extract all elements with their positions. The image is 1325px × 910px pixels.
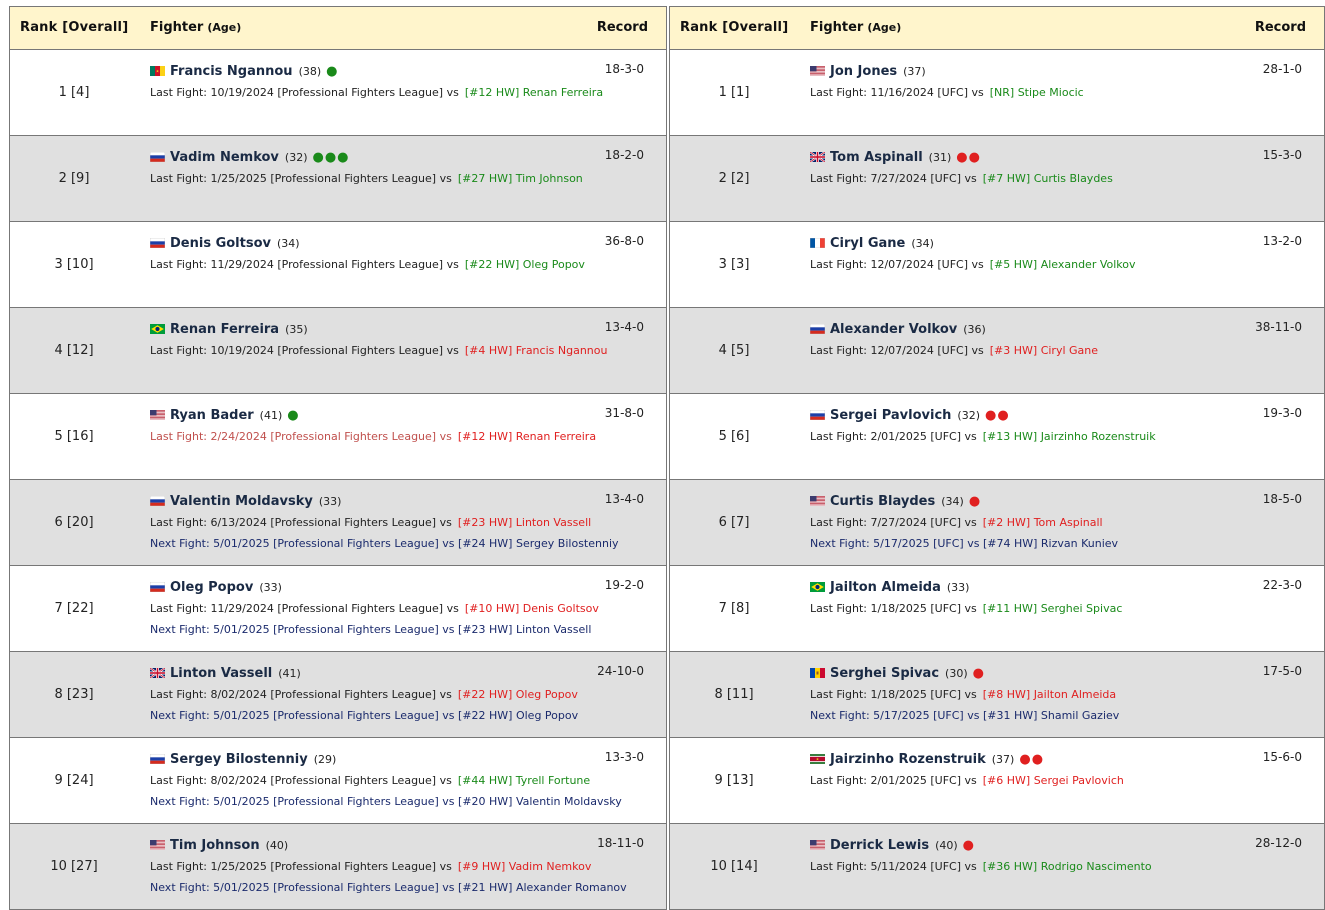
last-fight-event-link[interactable]: Last Fight: 7/27/2024 [UFC] vs <box>810 516 977 529</box>
age-subheader: (Age) <box>867 21 902 34</box>
last-fight-event-link[interactable]: Last Fight: 11/29/2024 [Professional Fighters League] vs <box>150 258 459 271</box>
last-fight-event-link[interactable]: Last Fight: 1/18/2025 [UFC] vs <box>810 688 977 701</box>
rank-cell: 9 [24] <box>54 773 94 788</box>
brazil-flag-icon <box>810 579 825 589</box>
table-row <box>670 50 1324 136</box>
pfl-rankings-table <box>9 6 667 910</box>
next-fight-line[interactable]: Next Fight: 5/01/2025 [Professional Fighters League] vs [#23 HW] Linton Vassell <box>150 623 592 636</box>
rank-cell: 2 [9] <box>58 171 90 186</box>
last-fight-opponent-link[interactable]: [#8 HW] Jailton Almeida <box>982 688 1117 701</box>
fighter-cell <box>150 148 350 164</box>
record-cell: 13-4-0 <box>604 320 644 334</box>
table-row <box>10 394 666 480</box>
fighter-cell <box>810 406 1010 422</box>
fighter-cell <box>810 148 981 164</box>
record-cell: 13-4-0 <box>604 492 644 506</box>
fighter-age: (40) <box>265 839 289 852</box>
cameroon-flag-icon <box>150 63 165 73</box>
fighter-name-link[interactable]: Alexander Volkov <box>830 322 958 337</box>
last-fight-event-link[interactable]: Last Fight: 11/16/2024 [UFC] vs <box>810 86 984 99</box>
streak-indicator: ●● <box>985 408 1010 423</box>
fighter-age: (33) <box>946 581 970 594</box>
last-fight-opponent-link[interactable]: [#22 HW] Oleg Popov <box>464 258 585 271</box>
record-cell: 18-5-0 <box>1262 492 1302 506</box>
rank-cell: 9 [13] <box>714 773 754 788</box>
fighter-age: (32) <box>284 151 308 164</box>
record-cell: 18-3-0 <box>604 62 644 76</box>
table-row <box>670 394 1324 480</box>
last-fight-line <box>810 688 1116 701</box>
russia-flag-icon <box>150 493 165 503</box>
last-fight-opponent-link[interactable]: [#7 HW] Curtis Blaydes <box>982 172 1113 185</box>
fighter-age: (37) <box>903 65 926 78</box>
last-fight-opponent-link[interactable]: [#27 HW] Tim Johnson <box>457 172 583 185</box>
record-cell: 18-2-0 <box>604 148 644 162</box>
last-fight-line <box>150 172 583 185</box>
fighter-cell <box>810 320 986 336</box>
fighter-age: (30) <box>945 667 968 680</box>
last-fight-opponent-link[interactable]: [#44 HW] Tyrell Fortune <box>457 774 591 787</box>
record-cell: 38-11-0 <box>1255 320 1302 334</box>
table-row <box>10 824 666 910</box>
streak-indicator: ●●● <box>312 150 350 165</box>
last-fight-line <box>810 344 1098 357</box>
last-fight-opponent-link[interactable]: [#12 HW] Renan Ferreira <box>464 86 604 99</box>
last-fight-event-link[interactable]: Last Fight: 11/29/2024 [Professional Fighters League] vs <box>150 602 459 615</box>
next-fight-line[interactable]: Next Fight: 5/01/2025 [Professional Fighters League] vs [#20 HW] Valentin Moldavsky <box>150 795 622 808</box>
table-body <box>10 50 666 910</box>
last-fight-event-link[interactable]: Last Fight: 6/13/2024 [Professional Fighters League] vs <box>150 516 452 529</box>
table-row <box>10 738 666 824</box>
usa-flag-icon <box>150 837 165 847</box>
streak-indicator: ● <box>287 408 300 423</box>
last-fight-event-link[interactable]: Last Fight: 1/25/2025 [Professional Fighters League] vs <box>150 860 452 873</box>
fighter-name-link[interactable]: Sergey Bilostenniy <box>170 752 308 767</box>
rank-cell: 4 [5] <box>718 343 750 358</box>
rank-cell: 10 [27] <box>50 859 98 874</box>
fighter-cell <box>150 320 308 336</box>
record-column-header[interactable]: Record <box>1254 20 1306 35</box>
last-fight-opponent-link[interactable]: [#5 HW] Alexander Volkov <box>989 258 1136 271</box>
age-subheader: (Age) <box>207 21 242 34</box>
record-cell: 15-3-0 <box>1262 148 1302 162</box>
last-fight-opponent-link[interactable]: [#22 HW] Oleg Popov <box>457 688 578 701</box>
fighter-cell <box>810 664 985 680</box>
last-fight-event-link[interactable]: Last Fight: 7/27/2024 [UFC] vs <box>810 172 977 185</box>
fighter-cell <box>810 836 975 852</box>
last-fight-event-link[interactable]: Last Fight: 2/01/2025 [UFC] vs <box>810 774 977 787</box>
fighter-cell <box>150 234 300 250</box>
last-fight-event-link[interactable]: Last Fight: 8/02/2024 [Professional Fighters League] vs <box>150 688 452 701</box>
fighter-age: (34) <box>941 495 964 508</box>
fighter-name-link[interactable]: Jairzinho Rozenstruik <box>830 752 986 767</box>
fighter-age: (40) <box>935 839 958 852</box>
russia-flag-icon <box>150 149 165 159</box>
table-row <box>670 308 1324 394</box>
fighter-cell <box>150 578 282 594</box>
fighter-name-link[interactable]: Derrick Lewis <box>830 838 930 853</box>
table-row <box>670 738 1324 824</box>
next-fight-line[interactable]: Next Fight: 5/17/2025 [UFC] vs [#74 HW] Rizvan Kuniev <box>810 537 1119 550</box>
last-fight-line <box>150 774 590 787</box>
table-row <box>670 824 1324 910</box>
fighter-age: (38) <box>298 65 322 78</box>
fighter-name-link[interactable]: Sergei Pavlovich <box>830 408 952 423</box>
rank-cell: 10 [14] <box>710 859 758 874</box>
fighter-name-link[interactable]: Tom Aspinall <box>830 150 923 165</box>
record-cell: 13-3-0 <box>604 750 644 764</box>
rank-cell: 5 [16] <box>54 429 94 444</box>
streak-indicator: ●● <box>956 150 981 165</box>
rank-cell: 7 [8] <box>718 601 750 616</box>
fighter-cell <box>810 750 1044 766</box>
last-fight-line <box>150 860 591 873</box>
russia-flag-icon <box>150 579 165 589</box>
last-fight-line <box>150 516 591 529</box>
fighter-column-header[interactable]: Fighter (Age) <box>810 20 902 35</box>
table-row <box>10 50 666 136</box>
fighter-age: (41) <box>278 667 301 680</box>
table-row <box>670 136 1324 222</box>
rank-cell: 4 [12] <box>54 343 94 358</box>
fighter-name-link[interactable]: Ryan Bader <box>170 408 254 423</box>
rank-cell: 1 [1] <box>718 85 750 100</box>
russia-flag-icon <box>150 751 165 761</box>
uk-flag-icon <box>150 665 165 675</box>
streak-indicator: ● <box>962 838 976 853</box>
fighter-cell <box>150 750 336 766</box>
record-cell: 36-8-0 <box>604 234 644 248</box>
table-row <box>10 222 666 308</box>
last-fight-opponent-link[interactable]: [#11 HW] Serghei Spivac <box>982 602 1123 615</box>
usa-flag-icon <box>810 63 825 73</box>
rank-cell: 3 [3] <box>718 257 750 272</box>
fighter-cell <box>150 664 301 680</box>
table-row <box>670 222 1324 308</box>
last-fight-opponent-link[interactable]: [#3 HW] Ciryl Gane <box>989 344 1099 357</box>
table-row <box>670 480 1324 566</box>
last-fight-opponent-link[interactable]: [#2 HW] Tom Aspinall <box>982 516 1103 529</box>
rank-cell: 2 [2] <box>718 171 750 186</box>
next-fight-line[interactable]: Next Fight: 5/01/2025 [Professional Fighters League] vs [#22 HW] Oleg Popov <box>150 709 579 722</box>
rank-cell: 8 [23] <box>54 687 94 702</box>
brazil-flag-icon <box>150 321 165 331</box>
table-header <box>670 6 1324 50</box>
last-fight-opponent-link[interactable]: [#4 HW] Francis Ngannou <box>464 344 608 357</box>
record-cell: 19-3-0 <box>1262 406 1302 420</box>
fighter-age: (34) <box>911 237 934 250</box>
russia-flag-icon <box>810 407 825 417</box>
fighter-name-link[interactable]: Renan Ferreira <box>170 322 280 337</box>
next-fight-line[interactable]: Next Fight: 5/17/2025 [UFC] vs [#31 HW] Shamil Gaziev <box>810 709 1120 722</box>
last-fight-opponent-link[interactable]: [NR] Stipe Miocic <box>989 86 1084 99</box>
last-fight-event-link[interactable]: Last Fight: 5/11/2024 [UFC] vs <box>810 860 977 873</box>
record-cell: 24-10-0 <box>597 664 644 678</box>
fighter-age: (35) <box>285 323 308 336</box>
table-body <box>670 50 1324 910</box>
fighter-name-link[interactable]: Serghei Spivac <box>830 666 940 681</box>
last-fight-line <box>810 860 1152 873</box>
table-header <box>10 6 666 50</box>
usa-flag-icon <box>810 493 825 503</box>
streak-indicator: ● <box>326 64 339 79</box>
last-fight-line <box>810 430 1156 443</box>
fighter-age: (31) <box>928 151 952 164</box>
last-fight-line <box>810 602 1122 615</box>
suriname-flag-icon <box>810 751 825 761</box>
last-fight-event-link[interactable]: Last Fight: 12/07/2024 [UFC] vs <box>810 344 984 357</box>
last-fight-opponent-link[interactable]: [#13 HW] Jairzinho Rozenstruik <box>982 430 1156 443</box>
fighter-cell <box>810 578 969 594</box>
record-cell: 28-12-0 <box>1255 836 1302 850</box>
fighter-age: (37) <box>991 753 1015 766</box>
fighter-cell <box>810 234 934 250</box>
rank-column-header[interactable]: Rank [Overall] <box>680 20 789 35</box>
last-fight-opponent-link[interactable]: [#36 HW] Rodrigo Nascimento <box>982 860 1152 873</box>
usa-flag-icon <box>810 837 825 847</box>
record-cell: 19-2-0 <box>604 578 644 592</box>
fighter-cell <box>810 492 981 508</box>
table-row <box>10 308 666 394</box>
fighter-age: (32) <box>957 409 980 422</box>
fighter-name-link[interactable]: Jon Jones <box>830 64 898 79</box>
fighter-age: (34) <box>277 237 300 250</box>
last-fight-opponent-link[interactable]: [#23 HW] Linton Vassell <box>457 516 592 529</box>
fighter-name-link[interactable]: Ciryl Gane <box>830 236 906 251</box>
fighter-name-link[interactable]: Tim Johnson <box>170 838 260 853</box>
fighter-cell <box>150 406 300 422</box>
russia-flag-icon <box>150 235 165 245</box>
last-fight-opponent-link[interactable]: [#10 HW] Denis Goltsov <box>464 602 599 615</box>
fighter-age: (29) <box>313 753 337 766</box>
fighter-name-link[interactable]: Denis Goltsov <box>170 236 271 251</box>
last-fight-line <box>810 86 1084 99</box>
last-fight-opponent-link[interactable]: [#12 HW] Renan Ferreira <box>457 430 597 443</box>
fighter-name-link[interactable]: Oleg Popov <box>170 580 254 595</box>
france-flag-icon <box>810 235 825 245</box>
rank-cell: 5 [6] <box>718 429 750 444</box>
streak-indicator: ● <box>968 494 982 509</box>
fighter-cell <box>150 62 339 78</box>
rank-cell: 1 [4] <box>58 85 90 100</box>
last-fight-event-link[interactable]: Last Fight: 8/02/2024 [Professional Fighters League] vs <box>150 774 452 787</box>
last-fight-line <box>150 430 596 443</box>
moldova-flag-icon <box>810 665 825 675</box>
last-fight-line <box>150 688 578 701</box>
table-row <box>10 566 666 652</box>
next-fight-line[interactable]: Next Fight: 5/01/2025 [Professional Fighters League] vs [#21 HW] Alexander Romanov <box>150 881 627 894</box>
fighter-age: (33) <box>318 495 342 508</box>
last-fight-event-link[interactable]: Last Fight: 12/07/2024 [UFC] vs <box>810 258 984 271</box>
last-fight-event-link[interactable]: Last Fight: 10/19/2024 [Professional Fighters League] vs <box>150 344 459 357</box>
last-fight-line <box>810 516 1103 529</box>
fighter-age: (33) <box>259 581 282 594</box>
fighter-cell <box>150 492 341 508</box>
rank-cell: 6 [7] <box>718 515 750 530</box>
record-cell: 28-1-0 <box>1262 62 1302 76</box>
fighter-column-header[interactable]: Fighter (Age) <box>150 20 242 35</box>
fighter-name-link[interactable]: Curtis Blaydes <box>830 494 936 509</box>
fighter-name-link[interactable]: Valentin Moldavsky <box>170 494 313 509</box>
fighter-name-link[interactable]: Linton Vassell <box>170 666 273 681</box>
last-fight-event-link[interactable]: Last Fight: 2/24/2024 [Professional Fighters League] vs <box>150 430 452 443</box>
table-row <box>10 652 666 738</box>
record-cell: 13-2-0 <box>1262 234 1302 248</box>
last-fight-line <box>150 258 585 271</box>
last-fight-opponent-link[interactable]: [#9 HW] Vadim Nemkov <box>457 860 592 873</box>
rank-cell: 8 [11] <box>714 687 754 702</box>
record-cell: 17-5-0 <box>1262 664 1302 678</box>
streak-indicator: ●● <box>1019 752 1045 767</box>
rank-cell: 6 [20] <box>54 515 94 530</box>
table-row <box>670 566 1324 652</box>
record-cell: 15-6-0 <box>1262 750 1302 764</box>
last-fight-line <box>810 774 1124 787</box>
last-fight-event-link[interactable]: Last Fight: 10/19/2024 [Professional Fighters League] vs <box>150 86 459 99</box>
fighter-age: (41) <box>259 409 283 422</box>
fighter-cell <box>150 836 288 852</box>
fighter-age: (36) <box>963 323 986 336</box>
next-fight-line[interactable]: Next Fight: 5/01/2025 [Professional Fighters League] vs [#24 HW] Sergey Bilostenniy <box>150 537 619 550</box>
record-cell: 18-11-0 <box>597 836 644 850</box>
fighter-name-link[interactable]: Francis Ngannou <box>170 64 293 79</box>
usa-flag-icon <box>150 407 165 417</box>
last-fight-line <box>810 172 1113 185</box>
table-row <box>10 136 666 222</box>
last-fight-line <box>150 86 603 99</box>
table-row <box>670 652 1324 738</box>
russia-flag-icon <box>810 321 825 331</box>
uk-flag-icon <box>810 149 825 159</box>
last-fight-line <box>810 258 1136 271</box>
rank-cell: 3 [10] <box>54 257 94 272</box>
streak-indicator: ● <box>972 666 985 681</box>
last-fight-opponent-link[interactable]: [#6 HW] Sergei Pavlovich <box>982 774 1124 787</box>
rank-cell: 7 [22] <box>54 601 94 616</box>
last-fight-event-link[interactable]: Last Fight: 1/18/2025 [UFC] vs <box>810 602 977 615</box>
last-fight-event-link[interactable]: Last Fight: 2/01/2025 [UFC] vs <box>810 430 977 443</box>
record-column-header[interactable]: Record <box>596 20 648 35</box>
fighter-cell <box>810 62 926 78</box>
rank-column-header[interactable]: Rank [Overall] <box>20 20 129 35</box>
last-fight-line <box>150 344 607 357</box>
fighter-name-link[interactable]: Vadim Nemkov <box>170 150 279 165</box>
last-fight-line <box>150 602 599 615</box>
ufc-rankings-table <box>669 6 1325 910</box>
record-cell: 31-8-0 <box>604 406 644 420</box>
record-cell: 22-3-0 <box>1262 578 1302 592</box>
last-fight-event-link[interactable]: Last Fight: 1/25/2025 [Professional Fighters League] vs <box>150 172 452 185</box>
table-row <box>10 480 666 566</box>
fighter-name-link[interactable]: Jailton Almeida <box>830 580 941 595</box>
